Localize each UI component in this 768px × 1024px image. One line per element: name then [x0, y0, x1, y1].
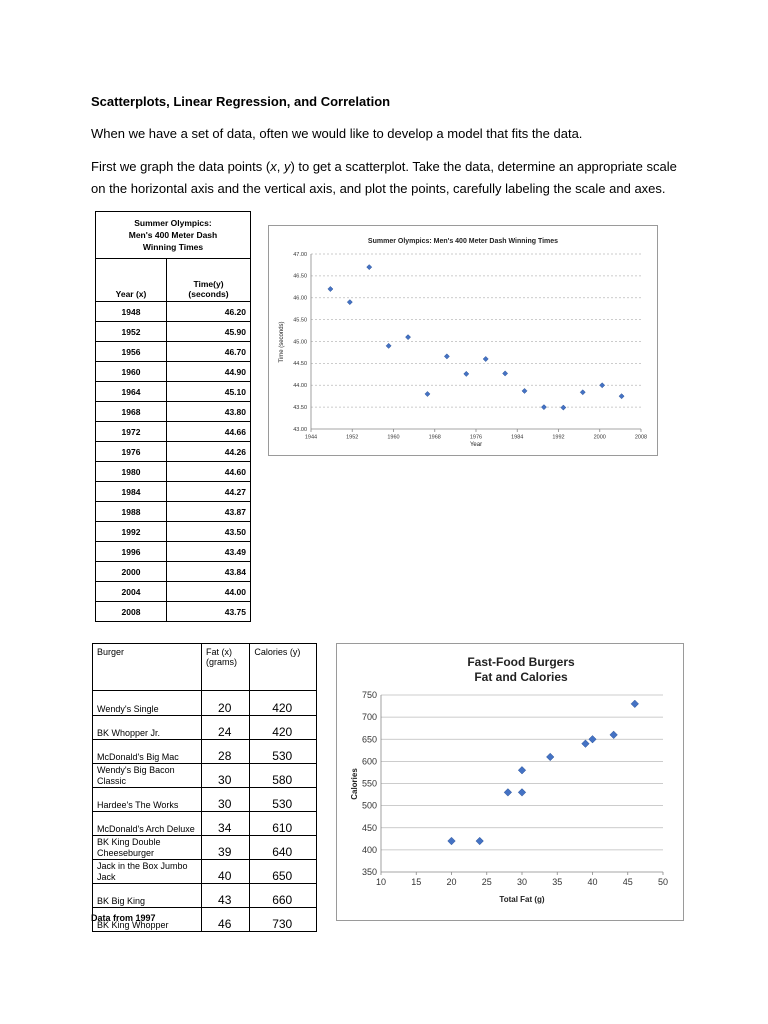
- x-tick-label: 15: [411, 877, 422, 887]
- x-tick-label: 1968: [428, 434, 441, 441]
- table-row: [96, 502, 251, 522]
- table-row: [93, 788, 317, 812]
- x-tick-label: 30: [516, 877, 528, 887]
- y-tick-label: 43.00: [293, 426, 307, 433]
- x-tick-label: 20: [446, 877, 457, 887]
- data-point: [328, 286, 333, 291]
- time-cell: 43.80: [167, 402, 251, 422]
- data-point: [546, 753, 554, 761]
- data-point: [580, 390, 585, 395]
- calories-cell: 660: [250, 884, 317, 908]
- data-point: [405, 335, 410, 340]
- data-point: [448, 837, 456, 845]
- data-point: [522, 388, 527, 393]
- data-point: [610, 731, 618, 739]
- data-point: [386, 343, 391, 348]
- y-tick-label: 45.50: [293, 317, 307, 324]
- x-tick-label: 1984: [511, 434, 524, 441]
- x-tick-label: 35: [552, 877, 563, 887]
- table-row: [96, 342, 251, 362]
- calories-cell: 650: [250, 860, 317, 884]
- olympics-scatter-chart: [268, 225, 658, 456]
- calories-cell: 610: [250, 812, 317, 836]
- year-cell: 1996: [96, 542, 167, 562]
- y-tick-label: 700: [361, 712, 377, 723]
- time-cell: 44.00: [167, 582, 251, 602]
- table-row: [93, 764, 317, 788]
- y-tick-label: 550: [361, 778, 377, 789]
- fat-cell: 28: [202, 740, 250, 764]
- data-point: [631, 700, 639, 708]
- data-point: [483, 356, 488, 361]
- table-row: [96, 482, 251, 502]
- time-cell: 46.70: [167, 342, 251, 362]
- year-cell: 1976: [96, 442, 167, 462]
- instruction-paragraph: First we graph the data points (x, y) to get a scatterplot. Take the data, determine an appropriate scale on the horizontal axis and the vertical axis, and plot the points, carefully labeling the scale and axes.: [91, 159, 677, 196]
- chart-title: Summer Olympics: Men's 400 Meter Dash Winning Times: [367, 238, 559, 245]
- year-cell: 1952: [96, 322, 167, 342]
- fat-cell: 30: [202, 788, 250, 812]
- olympics-scatter-svg: [269, 226, 657, 455]
- year-cell: 1988: [96, 502, 167, 522]
- year-cell: 2000: [96, 562, 167, 582]
- table-row: [96, 462, 251, 482]
- table-row: [93, 884, 317, 908]
- data-point: [503, 371, 508, 376]
- year-cell: 2004: [96, 582, 167, 602]
- calories-column-header: Calories (y): [250, 644, 317, 691]
- y-axis-label: Calories: [350, 768, 359, 800]
- year-cell: 1984: [96, 482, 167, 502]
- x-tick-label: 1960: [387, 434, 400, 441]
- fat-cell: 39: [202, 836, 250, 860]
- table-row: [96, 542, 251, 562]
- y-axis-label: Time (seconds): [279, 321, 285, 363]
- year-cell: 2008: [96, 602, 167, 622]
- y-tick-label: 43.50: [293, 404, 307, 411]
- year-cell: 1972: [96, 422, 167, 442]
- data-point: [367, 265, 372, 270]
- x-tick-label: 25: [481, 877, 492, 887]
- time-cell: 44.66: [167, 422, 251, 442]
- time-cell: 43.50: [167, 522, 251, 542]
- data-point: [589, 735, 597, 743]
- data-point: [561, 405, 566, 410]
- y-tick-label: 750: [361, 690, 377, 700]
- x-tick-label: 1992: [552, 434, 565, 441]
- data-point: [518, 789, 526, 797]
- chart-title-line-2: Fat and Calories: [474, 670, 568, 684]
- fat-cell: 40: [202, 860, 250, 884]
- x-tick-label: 1976: [469, 434, 483, 441]
- y-tick-label: 600: [361, 756, 377, 767]
- x-tick-label: 50: [657, 877, 669, 887]
- data-point: [541, 405, 546, 410]
- table-row: [96, 582, 251, 602]
- table-row: [96, 522, 251, 542]
- y-tick-label: 45.00: [293, 339, 307, 346]
- y-tick-label: 350: [361, 867, 377, 877]
- year-cell: 1968: [96, 402, 167, 422]
- fat-cell: 43: [202, 884, 250, 908]
- year-cell: 1960: [96, 362, 167, 382]
- calories-cell: 420: [250, 691, 317, 716]
- y-tick-label: 450: [361, 822, 377, 833]
- table-row: [96, 422, 251, 442]
- olympics-table-title: Summer Olympics: Men's 400 Meter Dash Winning Times: [96, 212, 251, 259]
- burger-name-cell: McDonald's Big Mac: [93, 740, 202, 764]
- year-column-header: Year (x): [96, 259, 167, 302]
- burger-name-cell: BK Whopper Jr.: [93, 716, 202, 740]
- y-tick-label: 650: [361, 734, 377, 745]
- fat-cell: 46: [202, 908, 250, 932]
- y-tick-label: 44.00: [293, 383, 307, 390]
- chart-title-line-1: Fast-Food Burgers: [467, 655, 575, 669]
- table-row: [96, 562, 251, 582]
- x-tick-label: 1952: [346, 434, 359, 441]
- y-tick-label: 46.50: [293, 273, 307, 280]
- table-row: [93, 740, 317, 764]
- page-heading: Scatterplots, Linear Regression, and Correlation: [91, 94, 391, 109]
- calories-cell: 580: [250, 764, 317, 788]
- burger-name-cell: Wendy's Single: [93, 691, 202, 716]
- y-tick-label: 500: [361, 800, 377, 811]
- data-point: [425, 391, 430, 396]
- fat-cell: 20: [202, 691, 250, 716]
- y-tick-label: 400: [361, 844, 377, 855]
- time-cell: 45.10: [167, 382, 251, 402]
- burger-name-cell: Wendy's Big Bacon Classic: [93, 764, 202, 788]
- burger-scatter-svg: [337, 644, 683, 920]
- intro-paragraph: When we have a set of data, often we would like to develop a model that fits the data.: [91, 126, 583, 141]
- table-row: [96, 382, 251, 402]
- time-cell: 43.49: [167, 542, 251, 562]
- data-point: [476, 837, 484, 845]
- burger-name-cell: BK King Double Cheeseburger: [93, 836, 202, 860]
- time-column-header: Time(y) (seconds): [167, 259, 251, 302]
- burger-scatter-chart: [336, 643, 684, 921]
- data-source-note: Data from 1997: [91, 913, 156, 923]
- burger-data-table: [92, 643, 317, 932]
- year-cell: 1956: [96, 342, 167, 362]
- time-cell: 44.60: [167, 462, 251, 482]
- x-tick-label: 45: [622, 877, 633, 887]
- data-point: [444, 354, 449, 359]
- year-cell: 1992: [96, 522, 167, 542]
- burger-name-cell: Jack in the Box Jumbo Jack: [93, 860, 202, 884]
- data-point: [464, 371, 469, 376]
- year-cell: 1980: [96, 462, 167, 482]
- table-row: [96, 602, 251, 622]
- calories-cell: 730: [250, 908, 317, 932]
- fat-cell: 30: [202, 764, 250, 788]
- table-row: [93, 860, 317, 884]
- data-point: [619, 394, 624, 399]
- table-row: [93, 812, 317, 836]
- y-tick-label: 44.50: [293, 361, 307, 368]
- time-cell: 44.90: [167, 362, 251, 382]
- table-row: [96, 322, 251, 342]
- calories-cell: 530: [250, 740, 317, 764]
- fat-cell: 34: [202, 812, 250, 836]
- x-axis-label: Total Fat (g): [499, 895, 545, 904]
- y-tick-label: 46.00: [293, 295, 307, 302]
- time-cell: 43.87: [167, 502, 251, 522]
- x-tick-label: 1944: [304, 434, 318, 441]
- burger-name-cell: BK Big King: [93, 884, 202, 908]
- burger-name-cell: BK King Whopper: [93, 908, 202, 932]
- table-row: [93, 691, 317, 716]
- y-tick-label: 47.00: [293, 251, 307, 258]
- olympics-data-table: [95, 211, 251, 622]
- table-row: [96, 302, 251, 322]
- time-cell: 46.20: [167, 302, 251, 322]
- x-tick-label: 10: [375, 877, 387, 887]
- burger-column-header: Burger: [93, 644, 202, 691]
- data-point: [600, 383, 605, 388]
- calories-cell: 640: [250, 836, 317, 860]
- time-cell: 43.75: [167, 602, 251, 622]
- fat-cell: 24: [202, 716, 250, 740]
- table-row: [96, 442, 251, 462]
- data-point: [518, 766, 526, 774]
- burger-name-cell: Hardee's The Works: [93, 788, 202, 812]
- data-point: [582, 740, 590, 748]
- burger-name-cell: McDonald's Arch Deluxe: [93, 812, 202, 836]
- x-tick-label: 2008: [634, 434, 648, 441]
- year-cell: 1948: [96, 302, 167, 322]
- data-point: [347, 300, 352, 305]
- time-cell: 44.27: [167, 482, 251, 502]
- time-cell: 44.26: [167, 442, 251, 462]
- fat-column-header: Fat (x) (grams): [202, 644, 250, 691]
- time-cell: 43.84: [167, 562, 251, 582]
- x-tick-label: 40: [587, 877, 598, 887]
- table-row: [93, 836, 317, 860]
- x-axis-label: Year: [469, 442, 483, 448]
- table-row: [96, 362, 251, 382]
- x-tick-label: 2000: [593, 434, 606, 441]
- table-row: [96, 402, 251, 422]
- table-row: [93, 716, 317, 740]
- data-point: [504, 789, 512, 797]
- year-cell: 1964: [96, 382, 167, 402]
- time-cell: 45.90: [167, 322, 251, 342]
- calories-cell: 530: [250, 788, 317, 812]
- calories-cell: 420: [250, 716, 317, 740]
